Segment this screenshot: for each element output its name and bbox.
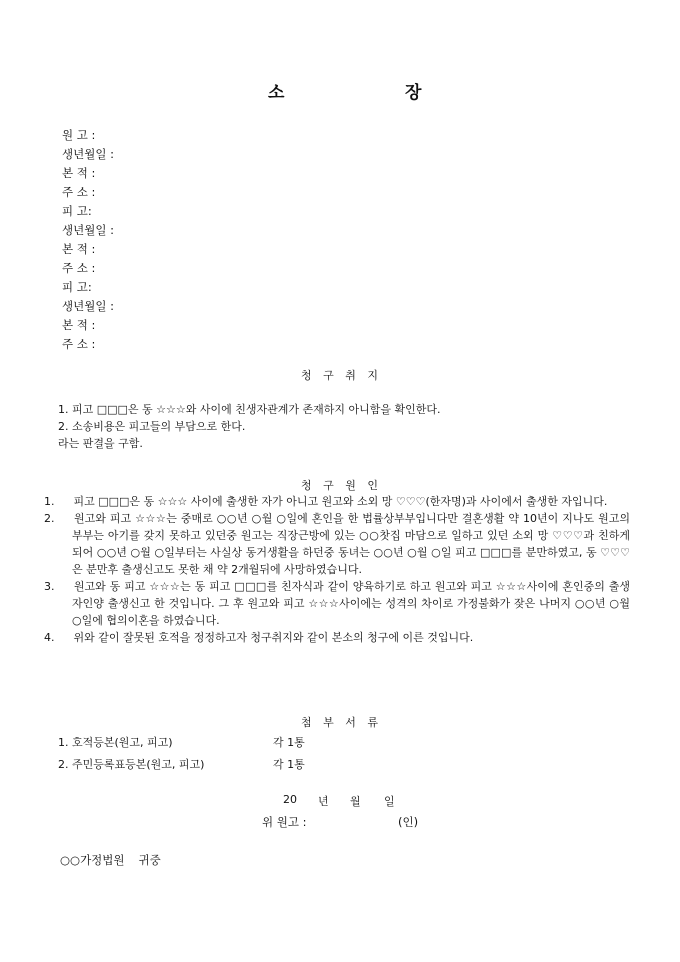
plaintiff-name-label: 원 고 : [62,128,96,142]
seal-mark: (인) [398,815,419,829]
date-month: 월 [350,795,361,808]
attachment-item [58,732,358,754]
cause-item-2: 2. 원고와 피고 ☆☆☆는 중매로 ○○년 ○월 ○일에 혼인을 한 법률상부부입니다만 결혼생활 약 10년이 지나도 원고의 부부는 아기를 갖지 못하고 있던중 원고는 직장근방에 있는 ○○찻집 마담으로 일하고 있던 소외 망 ♡♡♡과 친하게 되어 ○○년 ○월 ○일부터는 사실상 동거생활을 하던중 동녀는 ○○년 ○월 ○일 피고 □□□를 분만하였고, 동 ♡♡♡은 분만후 출생신고도 못한 채 약 2개월뒤에 사망하였습니다. [44,512,631,576]
party-info [62,126,114,354]
claim-closing: 라는 판결을 구함. [58,437,143,450]
cause-item-1: 1. 피고 □□□은 동 ☆☆☆ 사이에 출생한 자가 아니고 원고와 소외 망 ♡♡♡(한자명)과 사이에서 출생한 자입니다. [44,495,608,508]
title-char-2: 장 [405,83,422,103]
defendant2-name-label: 피 고: [62,280,92,294]
cause-item-4: 4. 위와 같이 잘못된 호적을 정정하고자 청구취지와 같이 본소의 청구에 이른 것입니다. [44,631,474,644]
plaintiff-address-label: 주 소 : [62,185,96,199]
cause-item-3: 3. 원고와 동 피고 ☆☆☆는 동 피고 □□□를 친자식과 같이 양육하기로 하고 원고와 피고 ☆☆☆사이에 혼인중의 출생자인양 출생신고 한 것입니다. 그 후 원고와 피고 ☆☆☆사이에는 성격의 차이로 가정불화가 잦은 나머지 ○○년 ○월 ○일에 협의이혼을 하였습니다. [44,580,630,627]
court-addressee [60,852,175,868]
attachment-item [58,754,358,776]
date-year-unit: 년 [318,795,329,808]
defendant2-birthdate-label: 생년월일 : [62,299,114,313]
date-year: 20 [283,793,297,806]
cause-section [44,493,631,646]
signature-label: 위 원고 : [262,815,307,829]
date-day: 일 [384,795,395,808]
defendant1-name-label: 피 고: [62,204,92,218]
court-suffix: 귀중 [138,853,161,867]
plaintiff-domicile-label: 본 적 : [62,166,96,180]
cause-item-2-text: 원고와 피고 ☆☆☆는 중매로 ○○년 ○월 ○일에 혼인을 한 법률상부부입니다만 결혼생활 약 10년이 지나도 원고의 부부는 아기를 갖지 못하고 있던중 원고는 직장근방에 있는 ○○찻집 마담으로 일하고 있던 소외 망 ♡♡♡과 친하게 되어 ○○년 ○월 ○일부터는 사실상 동거생활을 하던중 동녀는 ○○년 ○월 ○일 피고 □□□를 분만하였고, 동 ♡♡♡은 분만후 출생신고도 못한 채 약 2개월뒤에 사망하였습니다. [72,512,631,576]
claim-item-1: 1. 피고 □□□은 동 ☆☆☆와 사이에 친생자관계가 존재하지 아니함을 확인한다. [58,403,441,416]
cause-item-1-text: 피고 □□□은 동 ☆☆☆ 사이에 출생한 자가 아니고 원고와 소외 망 ♡♡♡(한자명)과 사이에서 출생한 자입니다. [73,495,608,508]
defendant1-domicile-label: 본 적 : [62,242,96,256]
attachments-heading: 첨 부 서 류 [301,716,379,729]
attachment-label: 2. 주민등록표등본(원고, 피고) [58,758,205,771]
claim-heading: 청 구 취 지 [301,369,379,382]
claim-section [58,401,630,452]
document-title [0,78,680,104]
attachment-qty: 각 1통 [273,758,305,771]
attachment-qty: 각 1통 [273,736,305,749]
title-char-1: 소 [268,83,285,103]
defendant2-address-label: 주 소 : [62,337,96,351]
attachments-list [58,732,358,776]
court-name: ○○가정법원 [60,853,125,867]
cause-item-4-text: 위와 같이 잘못된 호적을 정정하고자 청구취지와 같이 본소의 청구에 이른 것입니다. [73,631,474,644]
cause-heading: 청 구 원 인 [301,479,379,492]
defendant1-birthdate-label: 생년월일 : [62,223,114,237]
cause-item-3-text: 원고와 동 피고 ☆☆☆는 동 피고 □□□를 친자식과 같이 양육하기로 하고 원고와 피고 ☆☆☆사이에 혼인중의 출생자인양 출생신고 한 것입니다. 그 후 원고와 피고 ☆☆☆사이에는 성격의 차이로 가정불화가 잦은 나머지 ○○년 ○월 ○일에 협의이혼을 하였습니다. [72,580,630,627]
attachment-label: 1. 호적등본(원고, 피고) [58,736,173,749]
plaintiff-birthdate-label: 생년월일 : [62,147,114,161]
defendant2-domicile-label: 본 적 : [62,318,96,332]
claim-item-2: 2. 소송비용은 피고들의 부담으로 한다. [58,420,246,433]
defendant1-address-label: 주 소 : [62,261,96,275]
